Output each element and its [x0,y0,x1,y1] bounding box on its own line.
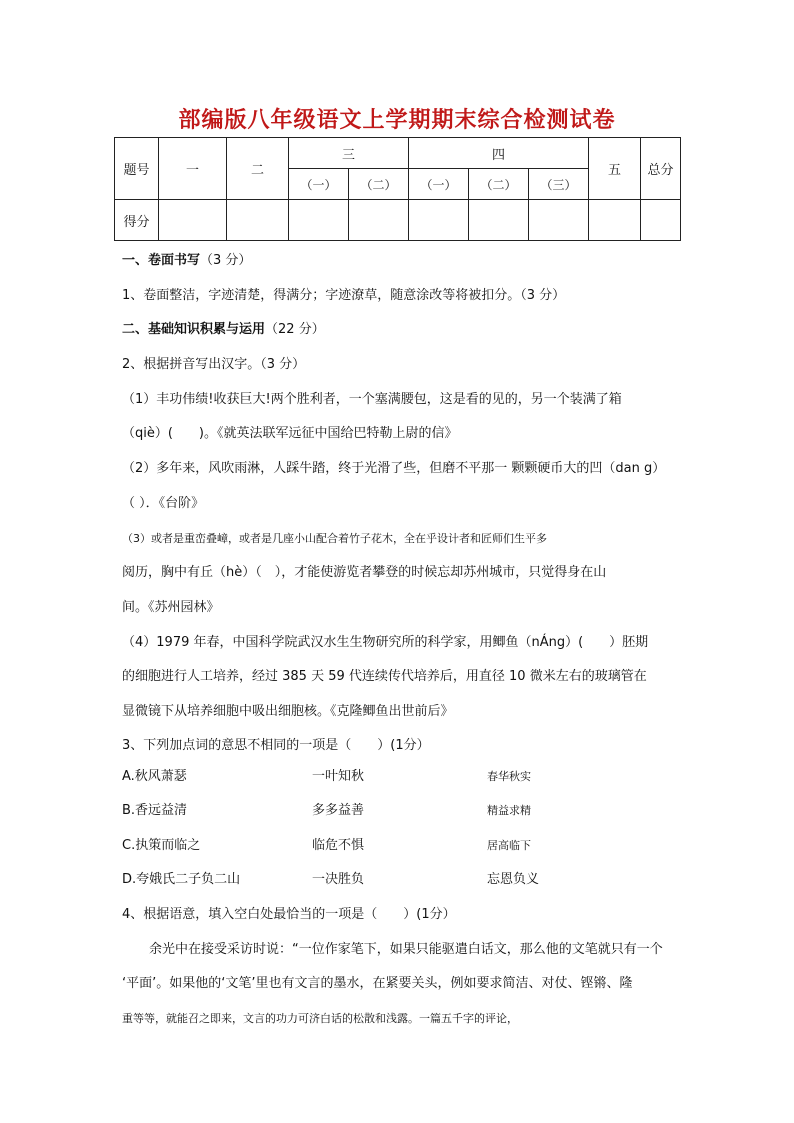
question-4-passage-line-1: 余光中在接受采访时说：“一位作家笔下，如果只能驱遣白话文，那么他的文笔就只有一个 [149,942,663,957]
question-4-passage-line-3: 重等等，就能召之即来，文言的功力可济白话的松散和浅露。一篇五千字的评论， [122,1012,518,1025]
question-2: 2、根据拼音写出汉字。（3 分） [122,357,306,372]
header-part-3-sub-1: （一） [289,169,349,200]
exam-title: 部编版八年级语文上学期期末综合检测试卷 [178,108,616,133]
header-part-2: 二 [227,138,289,200]
score-cell[interactable] [529,200,589,241]
header-part-4-sub-3: （三） [529,169,589,200]
score-cell[interactable] [289,200,349,241]
score-cell[interactable] [469,200,529,241]
option-a-3: 春华秋实 [487,770,531,783]
header-part-1: 一 [159,138,227,200]
section-1-heading [122,251,682,271]
header-part-3-sub-2: （二） [349,169,409,200]
option-d-2: 一决胜负 [312,872,365,887]
header-score: 得分 [115,200,159,241]
option-a-1: A.秋风萧瑟 [122,769,187,784]
question-2-4-line-1: （4）1979 年春，中国科学院武汉水生生物研究所的科学家，用鲫鱼（nÁng）( ）胚期 [122,635,649,650]
option-a-2: 一叶知秋 [312,769,365,784]
header-part-4-sub-2: （二） [469,169,529,200]
option-c-1: C.执策而临之 [122,838,201,853]
question-2-1-line-2: （qiè）( )。《就英法联军远征中国给巴特勒上尉的信》 [122,426,458,441]
question-2-4-line-3: 显微镜下从培养细胞中吸出细胞核。《克隆鲫鱼出世前后》 [122,704,454,719]
score-cell[interactable] [409,200,469,241]
score-cell[interactable] [227,200,289,241]
question-4: 4、根据语意，填入空白处最恰当的一项是（ ）(1分） [122,907,456,922]
option-c-3: 居高临下 [487,839,531,852]
option-b-3: 精益求精 [487,804,531,817]
question-2-3-line-3: 间。《苏州园林》 [122,600,220,615]
score-cell[interactable] [641,200,681,241]
header-question-no: 题号 [115,138,159,200]
score-cell[interactable] [349,200,409,241]
option-d-1: D.夸娥氏二子负二山 [122,872,241,887]
option-c-2: 临危不惧 [312,838,365,853]
question-2-2-line-1: （2）多年来，风吹雨淋，人踩牛踏，终于光滑了些，但磨不平那一 颗颗硬币大的凹（dan g） [122,461,666,476]
score-cell[interactable] [159,200,227,241]
section-2-heading [122,320,682,340]
section-1-score: （3 分） [200,253,252,268]
question-4-passage-line-2: ‘平面’。如果他的‘文笔’里也有文言的墨水，在紧要关头，例如要求简洁、对仗、铿锵、隆 [122,976,633,991]
score-table [114,137,681,241]
header-part-5: 五 [589,138,641,200]
section-2-score: （22 分） [265,322,325,337]
header-part-4-sub-1: （一） [409,169,469,200]
score-cell[interactable] [589,200,641,241]
option-d-3: 忘恩负义 [487,872,540,887]
header-part-4: 四 [409,138,589,169]
option-b-2: 多多益善 [312,803,365,818]
question-2-4-line-2: 的细胞进行人工培养，经过 385 天 59 代连续传代培养后，用直径 10 微米左右的玻璃管在 [122,669,647,684]
header-total: 总分 [641,138,681,200]
question-2-3-line-1: （3）或者是重峦叠嶂，或者是几座小山配合着竹子花木，全在乎设计者和匠师们生平多 [122,532,547,545]
question-2-3-line-2: 阅历，胸中有丘（hè）（ ），才能使游览者攀登的时候忘却苏州城市，只觉得身在山 [122,565,607,580]
section-1-title: 一、卷面书写 [122,253,201,268]
section-2-title: 二、基础知识积累与运用 [122,322,266,337]
question-2-1-line-1: （1）丰功伟绩!收获巨大!两个胜利者，一个塞满腰包，这是看的见的，另一个装满了箱 [122,392,622,407]
header-part-3: 三 [289,138,409,169]
question-1: 1、卷面整洁，字迹清楚，得满分；字迹潦草，随意涂改等将被扣分。（3 分） [122,288,566,303]
question-3: 3、下列加点词的意思不相同的一项是（ ）(1分） [122,738,430,753]
option-b-1: B.香远益清 [122,803,188,818]
question-2-2-line-2: （ ）．《台阶》 [122,496,205,511]
